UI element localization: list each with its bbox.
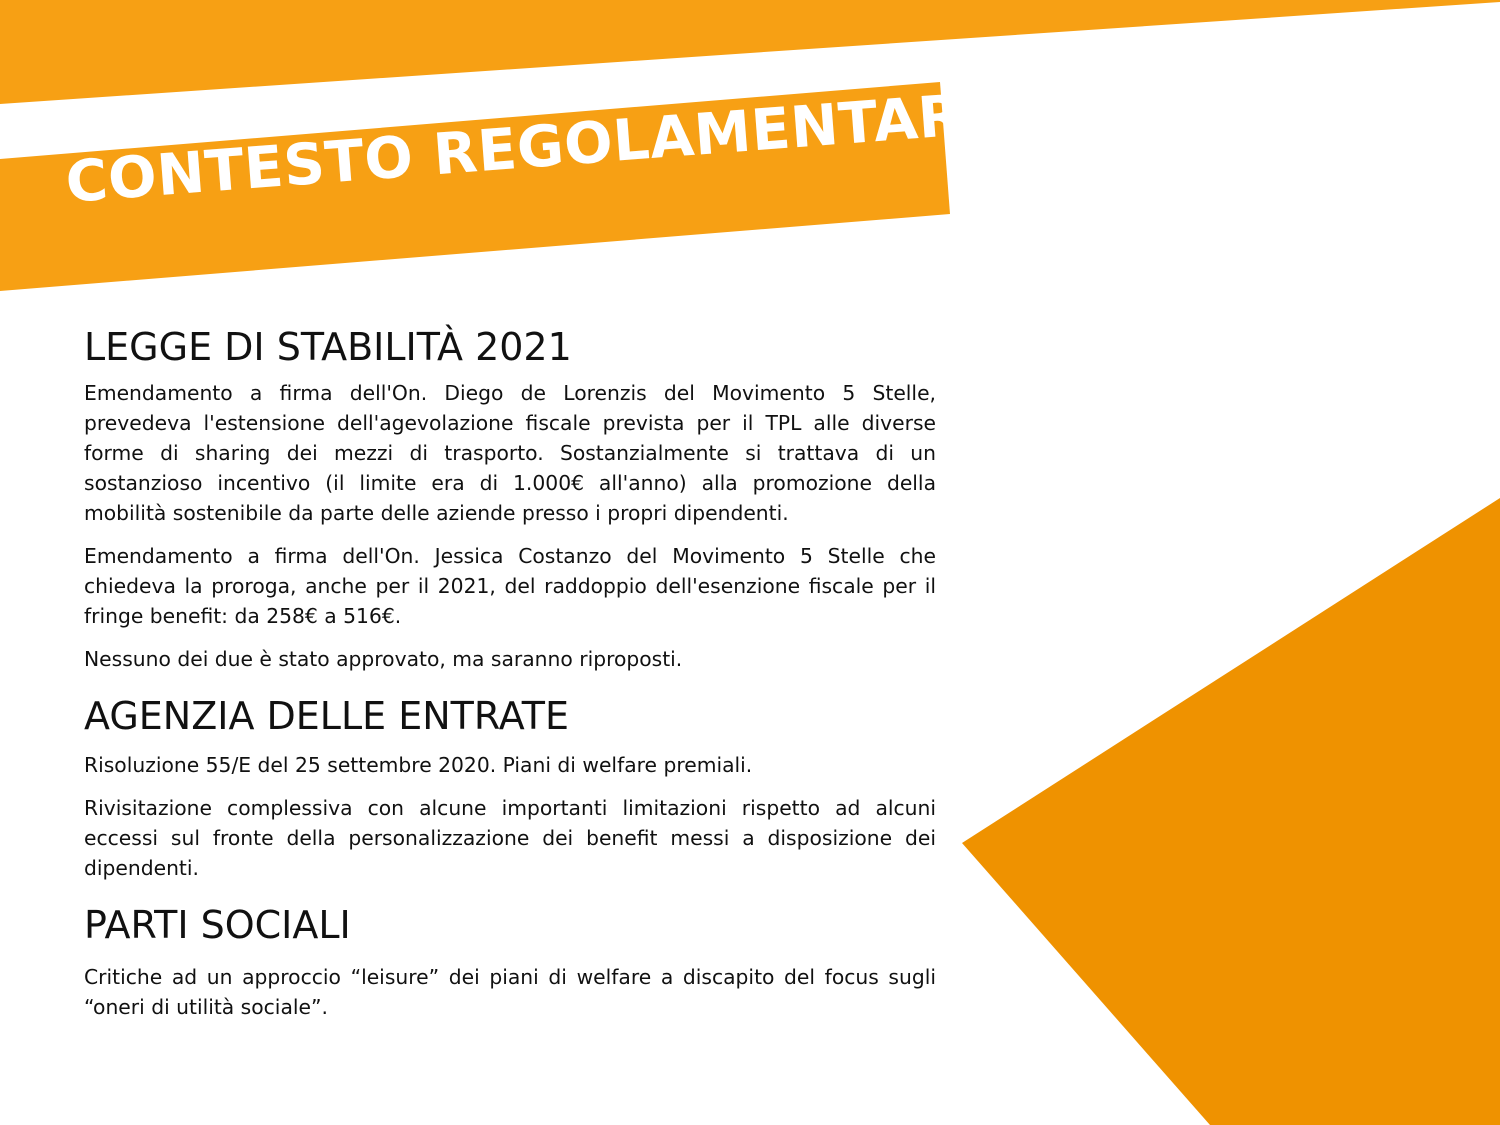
section-heading: PARTI SOCIALI bbox=[84, 903, 351, 947]
section-parti-sociali bbox=[84, 896, 936, 1022]
section-agenzia-delle-entrate bbox=[84, 687, 936, 883]
section-heading: AGENZIA DELLE ENTRATE bbox=[84, 694, 570, 738]
top-orange-band bbox=[0, 0, 1500, 104]
paragraph: Critiche ad un approccio “leisure” dei piani di welfare a discapito del focus sugli “oneri di utilità sociale”. bbox=[84, 965, 936, 1019]
section-legge-di-stabilita bbox=[84, 318, 936, 674]
paragraph: Emendamento a firma dell'On. Diego de Lorenzis del Movimento 5 Stelle, prevedeva l'estensione dell'agevolazione fiscale prevista per il TPL alle diverse forme di sharing dei mezzi di trasporto. Sostanzialmente si trattava di un sostanzioso incentivo (il limite era di 1.000€ all'anno) alla promozione della mobilità sostenibile da parte delle aziende presso i propri dipendenti. bbox=[84, 381, 936, 525]
page-title: CONTESTO REGOLAMENTARE bbox=[63, 79, 1005, 216]
paragraph: Emendamento a firma dell'On. Jessica Costanzo del Movimento 5 Stelle che chiedeva la proroga, anche per il 2021, del raddoppio dell'esenzione fiscale per il fringe benefit: da 258€ a 516€. bbox=[84, 544, 936, 628]
content-area bbox=[84, 318, 936, 1035]
right-orange-triangle bbox=[962, 498, 1500, 1125]
paragraph: Rivisitazione complessiva con alcune importanti limitazioni rispetto ad alcuni eccessi sul fronte della personalizzazione dei benefit messi a disposizione dei dipendenti. bbox=[84, 796, 936, 880]
paragraph: Risoluzione 55/E del 25 settembre 2020. Piani di welfare premiali. bbox=[84, 753, 753, 777]
paragraph: Nessuno dei due è stato approvato, ma saranno riproposti. bbox=[84, 647, 683, 671]
section-heading: LEGGE DI STABILITÀ 2021 bbox=[84, 325, 572, 369]
